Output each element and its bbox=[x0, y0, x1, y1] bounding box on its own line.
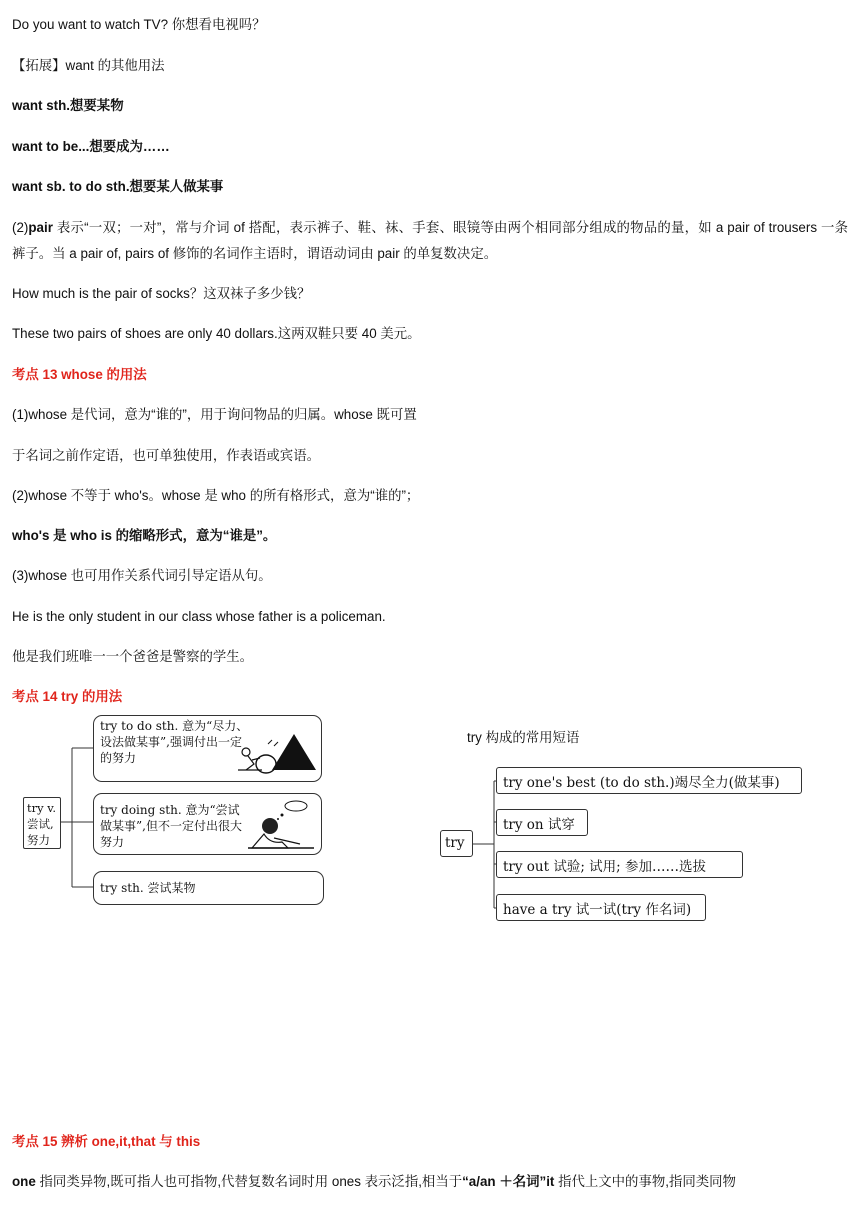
try-doing-box bbox=[93, 793, 322, 855]
try-root-label: try v. 尝试, 努力 bbox=[27, 801, 57, 847]
heading-kaodian-15: 考点 15 辨析 one,it,that 与 this bbox=[12, 1134, 201, 1149]
phrase-1-text: try one's best (to do sth.)竭尽全力(做某事) bbox=[503, 775, 780, 791]
try-root-box bbox=[23, 797, 61, 849]
one-text-2: “a/an ＋名词” bbox=[462, 1174, 547, 1189]
try-to-do-box bbox=[93, 715, 322, 782]
one-word: one bbox=[12, 1174, 36, 1189]
heading-kaodian-14: 考点 14 try 的用法 bbox=[12, 689, 123, 704]
phrase-3-text: try out 试验; 试用; 参加……选拔 bbox=[503, 859, 707, 875]
try-right-root-label: try bbox=[445, 835, 465, 851]
want-usage-3: want sb. to do sth.想要某人做某事 bbox=[12, 179, 224, 194]
try-doing-text: try doing sth. 意为“尝试做某事”,但不一定付出很大努力 bbox=[100, 803, 242, 849]
one-it-paragraph bbox=[12, 1173, 736, 1191]
try-phrases-caption: try 构成的常用短语 bbox=[467, 730, 580, 745]
whose-point-3: (3)whose 也可用作关系代词引导定语从句。 bbox=[12, 568, 272, 583]
phrase-try-on bbox=[496, 809, 588, 836]
example-shoes: These two pairs of shoes are only 40 dollars.这两双鞋只要 40 美元。 bbox=[12, 326, 421, 341]
phrase-4-text: have a try 试一试(try 作名词) bbox=[503, 902, 692, 918]
try-right-root bbox=[440, 830, 473, 857]
whose-point-2-bold: who's 是 who is 的缩略形式，意为“谁是”。 bbox=[12, 528, 277, 543]
example-sentence-tv: Do you want to watch TV? 你想看电视吗？ bbox=[12, 17, 266, 32]
pair-word: pair bbox=[28, 220, 53, 235]
heading-kaodian-13: 考点 13 whose 的用法 bbox=[12, 367, 147, 382]
one-text-3: 指代上文中的事物,指同类同物 bbox=[554, 1174, 736, 1189]
whose-point-1: (1)whose 是代词，意为“谁的”，用于询问物品的归属。whose 既可置 bbox=[12, 407, 417, 422]
phrase-2-text: try on 试穿 bbox=[503, 817, 575, 833]
extension-heading: 【拓展】want 的其他用法 bbox=[12, 58, 165, 73]
phrase-try-out bbox=[496, 851, 743, 878]
want-usage-2: want to be...想要成为…… bbox=[12, 139, 170, 154]
phrase-have-a-try bbox=[496, 894, 706, 921]
thinking-student-icon bbox=[244, 798, 318, 852]
try-to-do-text: try to do sth. 意为“尽力、设法做某事”,强调付出一定的努力 bbox=[100, 719, 249, 765]
one-text-1: 指同类异物,既可指人也可指物,代替复数名词时用 ones 表示泛指,相当于 bbox=[35, 1174, 463, 1189]
whose-point-2: (2)whose 不等于 who's。whose 是 who 的所有格形式，意为“谁的”； bbox=[12, 488, 420, 503]
whose-example-en: He is the only student in our class whose father is a policeman. bbox=[12, 609, 386, 624]
want-usage-1: want sth.想要某物 bbox=[12, 98, 124, 113]
example-socks: How much is the pair of socks？这双袜子多少钱？ bbox=[12, 286, 311, 301]
pair-prefix: (2) bbox=[12, 220, 29, 235]
try-sth-text: try sth. 尝试某物 bbox=[100, 881, 196, 895]
whose-example-cn: 他是我们班唯一一个爸爸是警察的学生。 bbox=[12, 649, 254, 664]
pushing-boulder-icon bbox=[232, 722, 318, 778]
phrase-try-ones-best bbox=[496, 767, 802, 794]
pair-text: 表示“一双；一对”，常与介词 of 搭配，表示裤子、鞋、袜、手套、眼镜等由两个相同部分组成的物品的量，如 a pair of trousers 一条裤子。当 a pair of, pairs of 修饰的名词作主语时，谓语动词由 pair 的单复数决定。 bbox=[12, 220, 848, 261]
try-sth-box bbox=[93, 871, 324, 905]
it-word: it bbox=[546, 1174, 555, 1189]
whose-point-1-cont: 于名词之前作定语，也可单独使用，作表语或宾语。 bbox=[12, 448, 320, 463]
